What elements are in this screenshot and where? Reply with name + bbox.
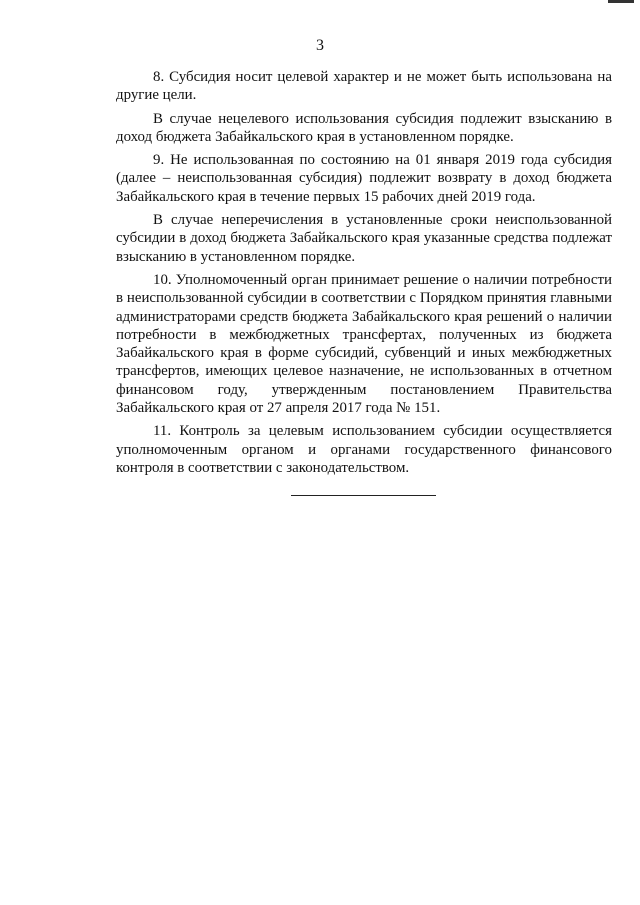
paragraph-10: 10. Уполномоченный орган принимает решение о наличии потребности в неиспользованной субсидии в соответствии с Порядком принятия главными администраторами средств бюджета Забайкальского края решений о наличии потребности в межбюджетных трансфертах, полученных из бюджета Забайкальского края в форме субсидий, субвенций и иных межбюджетных трансфертов, имеющих целевое назначение, не использованных в отчетном финансовом году, утвержденным постановлением Правительства Забайкальского края от 27 апреля 2017 года № 151.: [116, 271, 612, 417]
closing-divider: [291, 495, 436, 496]
paragraph-8-misuse: В случае нецелевого использования субсидия подлежит взысканию в доход бюджета Забайкальского края в установленном порядке.: [116, 110, 612, 145]
paragraph-11: 11. Контроль за целевым использованием субсидии осуществляется уполномоченным органом и органами государственного финансового контроля в соответствии с законодательством.: [116, 423, 612, 476]
scan-corner-mark: [608, 0, 634, 3]
paragraph-9: 9. Не использованная по состоянию на 01 января 2019 года субсидия (далее – неиспользованная субсидия) подлежит возврату в доход бюджета Забайкальского края в течение первых 15 рабочих дней 2019 года.: [116, 152, 612, 205]
paragraph-9-nontransfer: В случае неперечисления в установленные сроки неиспользованной субсидии в доход бюджета Забайкальского края указанные средства подлежат взысканию в установленном порядке.: [116, 212, 612, 265]
page-number: 3: [316, 37, 324, 54]
document-body: [116, 68, 612, 482]
paragraph-8: 8. Субсидия носит целевой характер и не может быть использована на другие цели.: [116, 69, 612, 104]
